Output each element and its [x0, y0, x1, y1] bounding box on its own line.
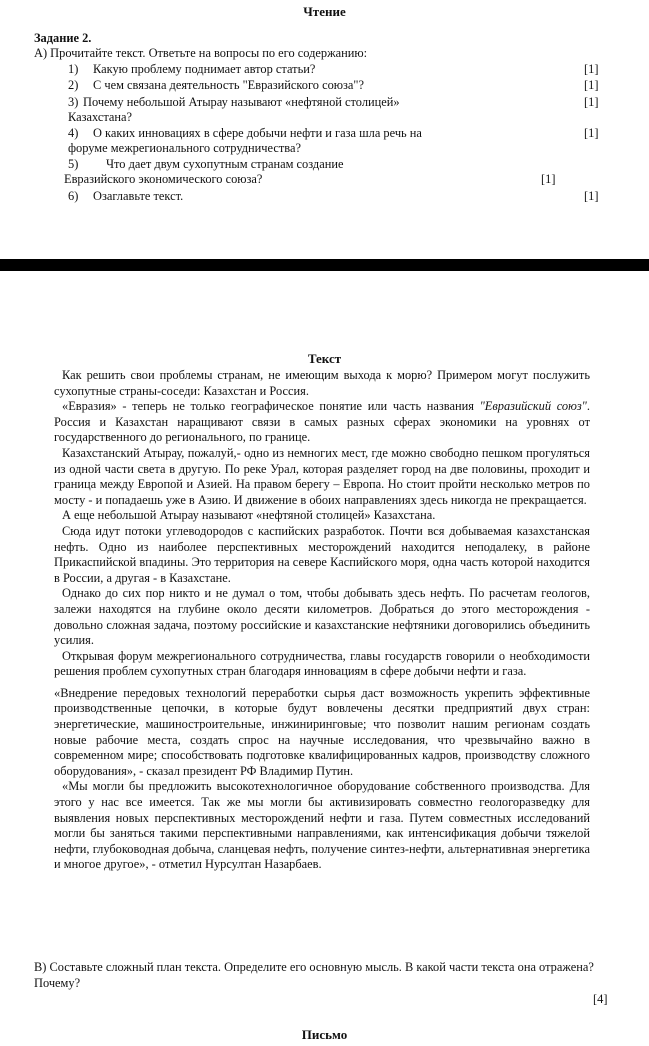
article-paragraph-2: «Евразия» - теперь не только географическое понятие или часть названия "Евразийский союз". Россия и Казахстан наращивают связи в самых разных сферах экономики на уровнях от государственного до регионального, по границе. — [54, 399, 590, 445]
question-4-mark: [1] — [584, 126, 599, 140]
task-title: Задание 2. — [34, 31, 92, 45]
part-b-mark: [4] — [593, 992, 608, 1006]
article-paragraph-9: «Мы могли бы предложить высокотехнологичное оборудование собственного производства. Для этого у нас все имеется. Так же мы могли бы активизировать совместно геологоразведку для выявления новых перспективных месторождений нефти и газа. Путем совместных исследований могли бы заняться такими перспективными направлениями, как интенсификация добычи тяжелой нефти, глубоководная добыча, сланцевая нефть, получение синтез-нефти, альтернативная энергетика и многое другое», - отметил Нурсултан Назарбаев. — [54, 779, 590, 872]
question-1: 1) Какую проблему поднимает автор статьи? — [68, 62, 316, 76]
section-divider — [0, 259, 649, 271]
section-heading-writing: Письмо — [301, 1027, 348, 1042]
question-5-mark: [1] — [541, 172, 556, 186]
question-1-mark: [1] — [584, 62, 599, 76]
question-3: 3) Почему небольшой Атырау называют «нефтяной столицей» — [68, 95, 400, 109]
article-paragraph-3: Казахстанский Атырау, пожалуй,- одно из немногих мест, где можно свободно пешком прогуляться из одной части света в другую. По реке Урал, которая разделяет город на две половины, проходит и граница между Европой и Азией. На правом берегу – Европа. Но стоит пройти несколько метров по мосту - и попадаешь уже в Азию. И движение в обоих направлениях здесь никогда не прекращается. — [54, 445, 590, 507]
article-paragraph-5: Сюда идут потоки углеводородов с каспийских разработок. Почти вся добываемая казахстанская нефть. Одно из наиболее перспективных месторождений находится неподалеку, в районе Прикаспийской впадины. Это территория на севере Каспийского моря, одна часть которой находится в России, а другая - в Казахстане. — [54, 523, 590, 585]
question-3-mark: [1] — [584, 95, 599, 109]
question-4: 4) О каких инновациях в сфере добычи нефти и газа шла речь на — [68, 126, 422, 140]
article-paragraph-4: А еще небольшой Атырау называют «нефтяной столицей» Казахстана. — [62, 508, 436, 523]
part-b-instruction: В) Составьте сложный план текста. Определите его основную мысль. В какой части текста она отражена? Почему? — [34, 960, 594, 990]
section-heading-text: Текст — [307, 351, 342, 366]
question-2: 2) С чем связана деятельность "Евразийского союза"? — [68, 78, 364, 92]
question-4-cont: форуме межрегионального сотрудничества? — [68, 141, 301, 155]
question-6: 6) Озаглавьте текст. — [68, 189, 184, 203]
article-paragraph-1: Как решить свои проблемы странам, не имеющим выхода к морю? Примером могут послужить сухопутные страны-соседи: Казахстан и Россия. — [54, 368, 590, 398]
article-paragraph-6: Однако до сих пор никто и не думал о том, чтобы добывать здесь нефть. По расчетам геологов, залежи находятся на глубине около десяти километров. Добраться до этого месторождения - довольно сложная задача, поэтому российские и казахстанские нефтяники договорились объединить усилия. — [54, 586, 590, 648]
question-5-cont: Евразийского экономического союза? — [64, 172, 263, 186]
question-6-mark: [1] — [584, 189, 599, 203]
question-2-mark: [1] — [584, 78, 599, 92]
article-paragraph-7: Открывая форум межрегионального сотрудничества, главы государств говорили о необходимости решения проблем сухопутных стран благодаря инновациям в сфере добычи нефти и газа. — [54, 648, 590, 679]
section-heading-reading: Чтение — [303, 4, 346, 19]
question-5: 5) Что дает двум сухопутным странам создание — [68, 157, 344, 171]
article-body — [54, 368, 590, 873]
question-3-cont: Казахстана? — [68, 110, 133, 124]
part-a-instruction: А) Прочитайте текст. Ответьте на вопросы по его содержанию: — [34, 46, 368, 60]
article-paragraph-8: «Внедрение передовых технологий переработки сырья даст возможность укрепить эффективные производственные цепочки, в которые будут вовлечены десятки предприятий двух стран: энергетические, машиностроительные, инжиниринговые; что позволит нашим регионам создать новые рабочие места, создать спрос на научные исследования, что чрезвычайно важно в современном мире; способствовать подготовке квалифицированных кадров, производству сложного оборудования», - сказал президент РФ Владимир Путин. — [54, 685, 590, 778]
